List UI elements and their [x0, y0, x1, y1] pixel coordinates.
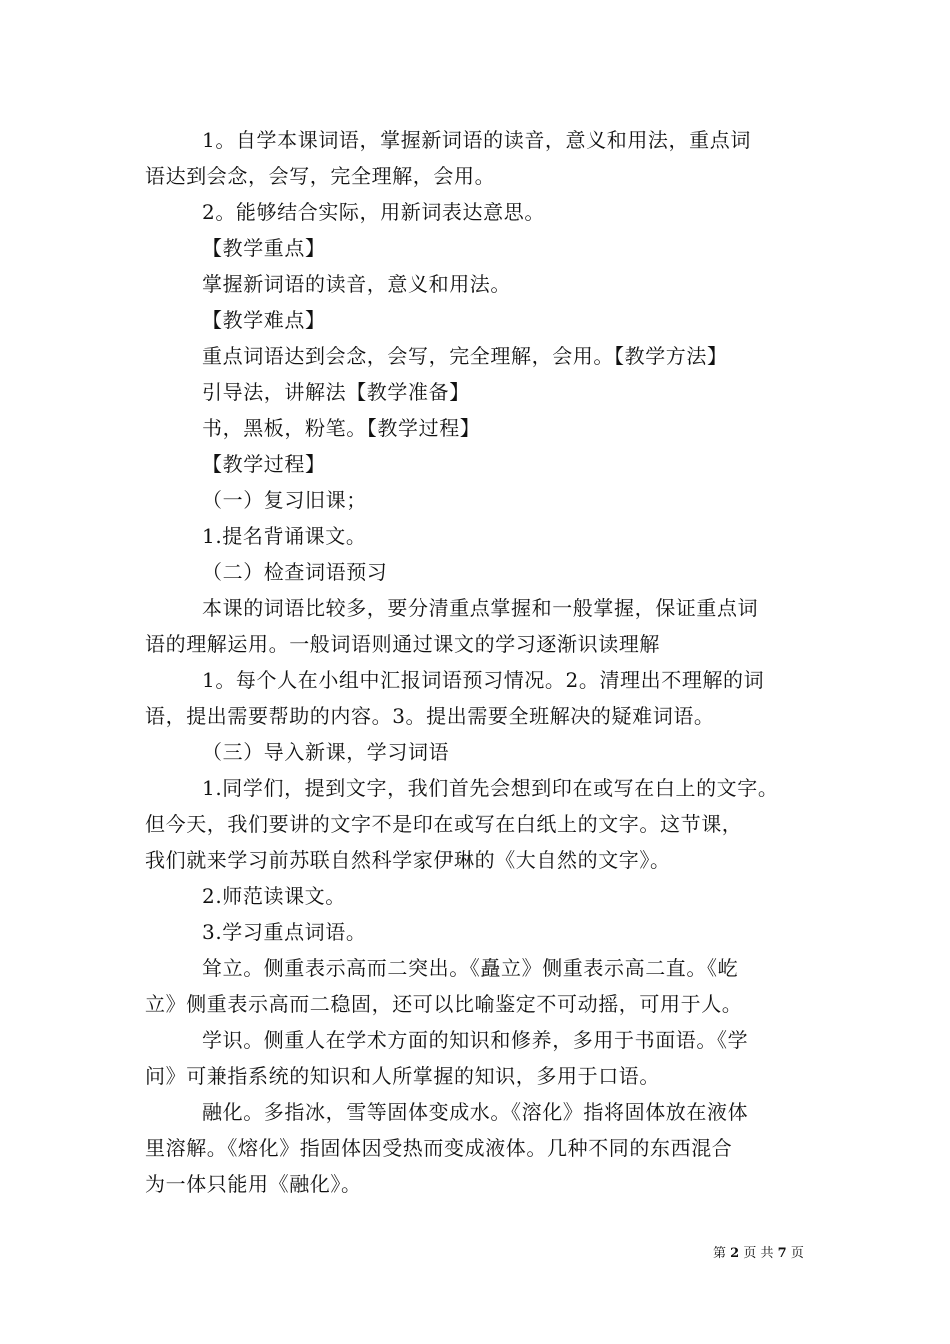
paragraph-line: 语的理解运用。一般词语则通过课文的学习逐渐识读理解 [145, 632, 660, 656]
section-heading: 【教学难点】 [202, 308, 326, 332]
paragraph-line: 1.提名背诵课文。 [202, 524, 367, 548]
footer-middle: 页 共 [743, 1246, 774, 1261]
paragraph-line: 书，黑板，粉笔。【教学过程】 [202, 416, 481, 440]
paragraph-line: 2。能够结合实际，用新词表达意思。 [202, 200, 545, 224]
subsection-heading: （一）复习旧课； [202, 488, 367, 512]
paragraph-line: 为一体只能用《融化》。 [145, 1172, 362, 1196]
paragraph-line: 我们就来学习前苏联自然科学家伊琳的《大自然的文字》。 [145, 848, 671, 872]
paragraph-line: 但今天，我们要讲的文字不是印在或写在白纸上的文字。这节课， [145, 812, 743, 836]
current-page-number: 2 [730, 1246, 740, 1261]
paragraph-line: 耸立。侧重表示高而二突出。《矗立》侧重表示高二直。《屹 [202, 956, 739, 980]
paragraph-line: 1.同学们，提到文字，我们首先会想到印在或写在白上的文字。 [202, 776, 779, 800]
section-heading: 【教学过程】 [202, 452, 326, 476]
paragraph-line: 语达到会念，会写，完全理解，会用。 [145, 164, 496, 188]
footer-prefix: 第 [713, 1246, 727, 1261]
paragraph-line: 掌握新词语的读音，意义和用法。 [202, 272, 511, 296]
paragraph-line: 语，提出需要帮助的内容。3。提出需要全班解决的疑难词语。 [145, 704, 715, 728]
paragraph-line: 2.师范读课文。 [202, 884, 346, 908]
paragraph-line: 本课的词语比较多，要分清重点掌握和一般掌握，保证重点词 [202, 596, 759, 620]
paragraph-line: 1。每个人在小组中汇报词语预习情况。2。清理出不理解的词 [202, 668, 765, 692]
section-heading: 【教学重点】 [202, 236, 326, 260]
footer-suffix: 页 [790, 1246, 804, 1261]
paragraph-line: 问》可兼指系统的知识和人所掌握的知识，多用于口语。 [145, 1064, 660, 1088]
paragraph-line: 立》侧重表示高而二稳固，还可以比喻鉴定不可动摇，可用于人。 [145, 992, 743, 1016]
paragraph-line: 里溶解。《熔化》指固体因受热而变成液体。几种不同的东西混合 [145, 1136, 733, 1160]
subsection-heading: （三）导入新课，学习词语 [202, 740, 450, 764]
subsection-heading: （二）检查词语预习 [202, 560, 388, 584]
paragraph-line: 3.学习重点词语。 [202, 920, 367, 944]
paragraph-line: 引导法，讲解法【教学准备】 [202, 380, 470, 404]
paragraph-line: 学识。侧重人在学术方面的知识和修养，多用于书面语。《学 [202, 1028, 749, 1052]
page-footer [713, 1245, 804, 1263]
paragraph-line: 融化。多指冰，雪等固体变成水。《溶化》指将固体放在液体 [202, 1100, 749, 1124]
paragraph-line: 1。自学本课词语，掌握新词语的读音，意义和用法，重点词 [202, 128, 751, 152]
paragraph-line: 重点词语达到会念，会写，完全理解，会用。【教学方法】 [202, 344, 728, 368]
total-pages-number: 7 [777, 1246, 787, 1261]
